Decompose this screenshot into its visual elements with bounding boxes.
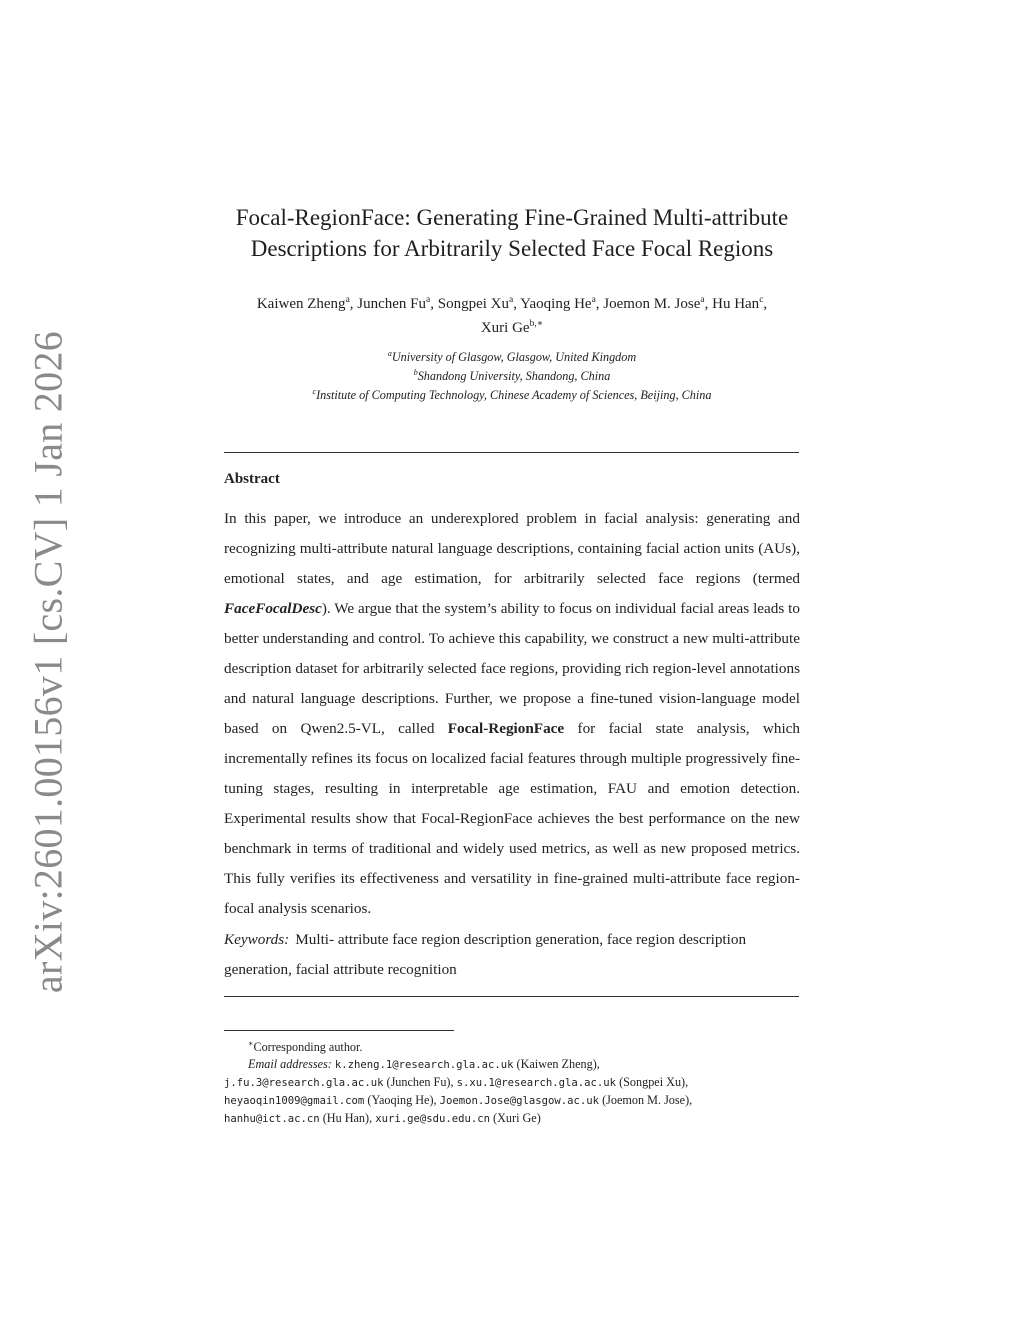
abstract-text-2: ). We argue that the system’s ability to focus on individual facial areas leads to better understanding and control. To achieve this capability, we construct a new multi-attribute description dataset for arbitrarily selected face regions, providing rich region-level annotations and natural language descriptions. Further, we propose a fine-tuned vision-language model based on Qwen2.5-VL, called	[224, 600, 800, 737]
email-owner: Hu Han	[326, 1111, 366, 1126]
author-name: Kaiwen Zheng	[256, 296, 346, 312]
abstract-top-rule	[224, 452, 799, 453]
title-line-1: Focal-RegionFace: Generating Fine-Grained Multi-attribute	[235, 205, 789, 230]
email-line: heyaoqin1009@gmail.com (Yaoqing He), Joemon.Jose@glasgow.ac.uk (Joemon M. Jose),	[224, 1093, 693, 1108]
keywords	[224, 925, 800, 985]
abstract-text-3: for facial state analysis, which incrementally refines its focus on localized facial features through multiple progressively fine-tuning stages, resulting in interpretable age estimation, FAU and emotion detection. Experimental results show that Focal-RegionFace achieves the best performance on the new benchmark in terms of traditional and widely used metrics, as well as new proposed metrics. This fully verifies its effectiveness and versatility in fine-grained multi-attribute face region-focal analysis scenarios.	[224, 720, 800, 917]
author-name: Yaoqing He	[520, 296, 592, 312]
author-name: Hu Han	[712, 296, 760, 312]
author-affil-mark: a	[591, 295, 596, 305]
affiliation-text: Institute of Computing Technology, Chinese Academy of Sciences, Beijing, China	[316, 388, 712, 403]
affiliation-text: University of Glasgow, Glasgow, United Kingdom	[391, 350, 637, 365]
abstract-body	[224, 504, 800, 924]
email-address[interactable]: heyaoqin1009@gmail.com	[224, 1095, 365, 1108]
email-owner: Songpei Xu	[623, 1075, 682, 1090]
email-address[interactable]: s.xu.1@research.gla.ac.uk	[456, 1077, 617, 1090]
abstract-term-facefocaldesc: FaceFocalDesc	[224, 600, 322, 617]
author-affil-mark: a	[345, 295, 350, 305]
email-owner: Junchen Fu	[390, 1075, 447, 1090]
paper-title	[224, 202, 800, 264]
affiliation-mark: c	[312, 387, 317, 397]
email-address[interactable]: k.zheng.1@research.gla.ac.uk	[334, 1059, 514, 1072]
author-affil-mark: a	[509, 295, 514, 305]
author-affil-mark: a	[426, 295, 431, 305]
corresponding-text: Corresponding author.	[253, 1040, 363, 1055]
abstract-term-focal-regionface: Focal-RegionFace	[447, 720, 565, 737]
keywords-label: Keywords:	[224, 931, 290, 948]
author-name: Xuri Ge	[480, 320, 530, 336]
email-owner: Joemon M. Jose	[606, 1093, 686, 1108]
abstract-heading: Abstract	[224, 471, 280, 487]
affiliation-list	[224, 346, 800, 403]
footnotes	[224, 1035, 800, 1128]
affiliation-mark: a	[387, 349, 392, 358]
author-name: Junchen Fu	[357, 296, 427, 312]
corresponding-note	[224, 1035, 800, 1056]
affiliation-item	[224, 365, 800, 384]
email-address[interactable]: Joemon.Jose@glasgow.ac.uk	[439, 1095, 600, 1108]
title-line-2: Descriptions for Arbitrarily Selected Face Focal Regions	[250, 236, 774, 261]
email-address[interactable]: xuri.ge@sdu.edu.cn	[375, 1113, 490, 1126]
affiliation-mark: b	[413, 368, 418, 378]
author-affil-mark: a	[700, 295, 705, 305]
footnote-rule	[224, 1030, 454, 1031]
abstract-bottom-rule	[224, 996, 799, 997]
email-owner: Xuri Ge	[497, 1111, 537, 1126]
author-list: Kaiwen Zheng$^a$, Junchen Fu$^a$, Songpei Xu$^a$, Yaoqing He$^a$, Joemon M. Jose$^a$, Hu Han$^c$, Xuri $Ge^{b,∗}$	[256, 295, 768, 336]
email-owner: Yaoqing He	[371, 1093, 430, 1108]
corresponding-mark: ∗	[248, 1039, 254, 1048]
abstract-text-1: In this paper, we introduce an underexplored problem in facial analysis: generating and recognizing multi-attribute natural language descriptions, containing facial action units (AUs), emotional states, and age estimation, for arbitrarily selected face regions (termed	[224, 510, 800, 587]
affiliation-text: Shandong University, Shandong, China	[417, 369, 611, 384]
author-name: Joemon M. Jose	[603, 296, 701, 312]
email-address[interactable]: hanhu@ict.ac.cn	[224, 1113, 320, 1126]
email-address[interactable]: j.fu.3@research.gla.ac.uk	[224, 1077, 384, 1090]
author-affil-mark: b,∗	[529, 319, 544, 329]
affiliation-item	[224, 346, 800, 365]
email-owner: Kaiwen Zheng	[520, 1057, 593, 1072]
author-affil-mark: c	[759, 295, 764, 305]
email-line: j.fu.3@research.gla.ac.uk (Junchen Fu), s.xu.1@research.gla.ac.uk (Songpei Xu),	[224, 1075, 689, 1090]
arxiv-identifier: arXiv:2601.00156v1 [cs.CV] 1 Jan 2026	[25, 330, 71, 994]
affiliation-item	[224, 384, 800, 403]
author-name: Songpei Xu	[437, 296, 509, 312]
keywords-text: Multi- attribute face region description generation, face region description generation, facial attribute recognition	[224, 931, 747, 978]
email-label: Email addresses:	[248, 1057, 332, 1072]
email-line: hanhu@ict.ac.cn (Hu Han), xuri.ge@sdu.edu.cn (Xuri Ge)	[224, 1111, 541, 1126]
email-line: Email addresses: k.zheng.1@research.gla.ac.uk (Kaiwen Zheng),	[248, 1057, 600, 1072]
